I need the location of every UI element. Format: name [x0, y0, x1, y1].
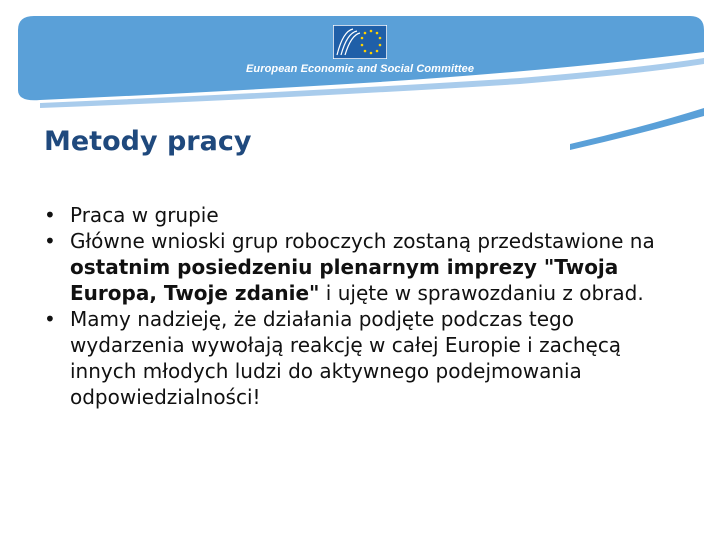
bullet-text: Praca w grupie [70, 203, 219, 227]
bullet-text: i ujęte w sprawozdaniu z obrad. [319, 281, 644, 305]
bullet-text-bold: ostatnim posiedzeniu plenarnym imprezy "Twoja Europa, Twoje zdanie" [70, 255, 619, 305]
bullet-list [44, 202, 684, 410]
accent-stripe [570, 108, 704, 150]
list-item [44, 306, 684, 410]
organization-name: European Economic and Social Committee [245, 63, 475, 75]
list-item [44, 228, 684, 306]
bullet-text: Główne wnioski grup roboczych zostaną przedstawione na [70, 229, 655, 253]
bullet-marker: • [44, 203, 56, 227]
bullet-marker: • [44, 229, 56, 253]
bullet-text: Mamy nadzieję, że działania podjęte podczas tego wydarzenia wywołają reakcję w całej Europie i zachęcą innych młodych ludzi do aktywnego podejmowania odpowiedzialności! [70, 307, 622, 409]
bullet-marker: • [44, 307, 56, 331]
eesc-logo-icon [333, 25, 387, 59]
slide-title: Metody pracy [44, 126, 252, 157]
list-item [44, 202, 684, 228]
